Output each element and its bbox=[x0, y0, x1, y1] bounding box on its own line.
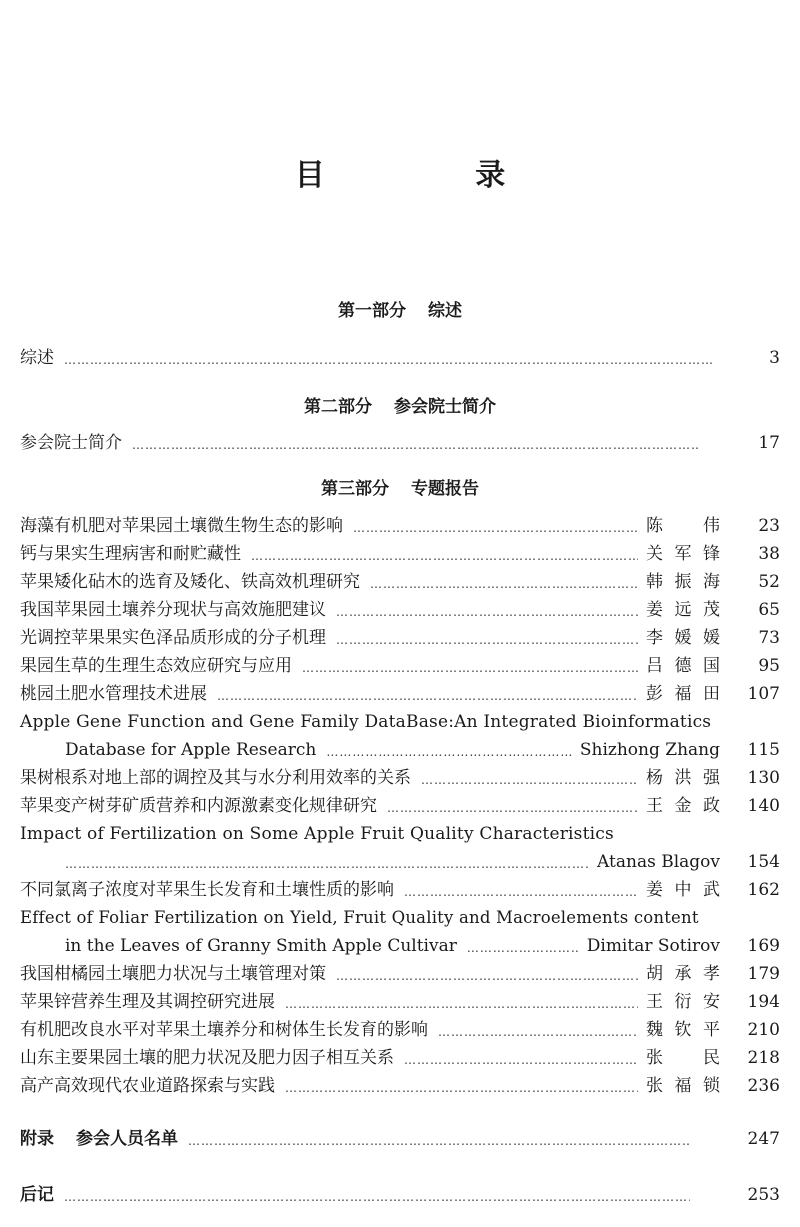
entry-author: 李媛媛 bbox=[646, 628, 720, 648]
entry-title: 不同氯离子浓度对苹果生长发育和土壤性质的影响 bbox=[20, 880, 394, 900]
entry-author: 关军锋 bbox=[646, 544, 720, 564]
entry-author: 胡承孝 bbox=[646, 964, 720, 984]
entry-title-line2: in the Leaves of Granny Smith Apple Cultivar bbox=[65, 936, 457, 956]
part-label: 第一部分 bbox=[338, 301, 406, 321]
toc-entry[interactable] bbox=[20, 989, 780, 1015]
entry-title: 海藻有机肥对苹果园土壤微生物生态的影响 bbox=[20, 516, 343, 536]
toc-entry[interactable] bbox=[20, 597, 780, 623]
entry-page: 115 bbox=[747, 740, 780, 760]
entry-title-line1[interactable]: Impact of Fertilization on Some Apple Fruit Quality Characteristics bbox=[20, 824, 614, 844]
entry-title: 苹果锌营养生理及其调控研究进展 bbox=[20, 992, 275, 1012]
leader-dots bbox=[387, 797, 638, 819]
leader-dots bbox=[188, 1130, 690, 1152]
entry-title: 有机肥改良水平对苹果土壤养分和树体生长发育的影响 bbox=[20, 1020, 428, 1040]
entry-title-line1[interactable]: Apple Gene Function and Gene Family DataBase:An Integrated Bioinformatics bbox=[20, 712, 712, 732]
entry-page: 17 bbox=[758, 433, 780, 453]
entry-page: 73 bbox=[758, 628, 780, 648]
toc-entry[interactable] bbox=[20, 765, 780, 791]
toc-entry[interactable] bbox=[65, 849, 780, 875]
toc-entry[interactable] bbox=[20, 430, 780, 456]
entry-page: 65 bbox=[758, 600, 780, 620]
entry-author: 姜中武 bbox=[646, 880, 720, 900]
leader-dots bbox=[353, 517, 638, 539]
leader-dots bbox=[336, 629, 638, 651]
leader-dots bbox=[285, 1077, 638, 1099]
entry-author: Shizhong Zhang bbox=[579, 740, 720, 760]
part-label: 第三部分 bbox=[321, 479, 389, 499]
toc-entry-appendix[interactable] bbox=[20, 1126, 780, 1152]
entry-author: 吕德国 bbox=[646, 656, 720, 676]
entry-author: 张福锁 bbox=[646, 1076, 720, 1096]
entry-page: 169 bbox=[747, 936, 780, 956]
entry-title: 我国柑橘园土壤肥力状况与土壤管理对策 bbox=[20, 964, 326, 984]
entry-page: 95 bbox=[758, 656, 780, 676]
entry-page: 218 bbox=[747, 1048, 780, 1068]
toc-entry[interactable] bbox=[20, 681, 780, 707]
appendix-title: 参会人员名单 bbox=[76, 1129, 178, 1149]
entry-page: 162 bbox=[747, 880, 780, 900]
entry-author: 王金政 bbox=[646, 796, 720, 816]
leader-dots bbox=[438, 1021, 638, 1043]
leader-dots bbox=[251, 545, 638, 567]
toc-entry[interactable] bbox=[20, 1045, 780, 1071]
leader-dots bbox=[285, 993, 638, 1015]
entry-title: 我国苹果园土壤养分现状与高效施肥建议 bbox=[20, 600, 326, 620]
toc-entry[interactable] bbox=[20, 793, 780, 819]
entry-author: 姜远茂 bbox=[646, 600, 720, 620]
part-name: 参会院士简介 bbox=[394, 397, 496, 417]
entry-page: 154 bbox=[747, 852, 780, 872]
toc-entry[interactable] bbox=[20, 1017, 780, 1043]
leader-dots bbox=[217, 685, 638, 707]
leader-dots bbox=[336, 965, 638, 987]
entry-page: 194 bbox=[747, 992, 780, 1012]
entry-author: 杨洪强 bbox=[646, 768, 720, 788]
part-heading-2 bbox=[0, 392, 800, 417]
toc-entry[interactable] bbox=[65, 737, 780, 763]
part-label: 第二部分 bbox=[304, 397, 372, 417]
entry-title: 果树根系对地上部的调控及其与水分利用效率的关系 bbox=[20, 768, 411, 788]
entry-title: 苹果变产树芽矿质营养和内源激素变化规律研究 bbox=[20, 796, 377, 816]
entry-title: 综述 bbox=[20, 348, 54, 368]
entry-title: 高产高效现代农业道路探索与实践 bbox=[20, 1076, 275, 1096]
appendix-label: 附录 bbox=[20, 1129, 54, 1149]
toc-entry[interactable] bbox=[20, 345, 780, 371]
entry-page: 253 bbox=[747, 1185, 780, 1205]
toc-entry-afterword[interactable] bbox=[20, 1182, 780, 1208]
leader-dots bbox=[65, 853, 589, 875]
entry-title: 果园生草的生理生态效应研究与应用 bbox=[20, 656, 292, 676]
entry-title: 参会院士简介 bbox=[20, 433, 122, 453]
entry-author: 陈 伟 bbox=[646, 516, 720, 536]
leader-dots bbox=[421, 769, 638, 791]
entry-page: 23 bbox=[758, 516, 780, 536]
entry-title-line2: Database for Apple Research bbox=[65, 740, 317, 760]
entry-page: 236 bbox=[747, 1076, 780, 1096]
entry-title: 苹果矮化砧木的选育及矮化、铁高效机理研究 bbox=[20, 572, 360, 592]
leader-dots bbox=[302, 657, 638, 679]
entry-title: 光调控苹果果实色泽品质形成的分子机理 bbox=[20, 628, 326, 648]
entry-page: 247 bbox=[747, 1129, 780, 1149]
entry-author: 张 民 bbox=[646, 1048, 720, 1068]
entry-title: 山东主要果园土壤的肥力状况及肥力因子相互关系 bbox=[20, 1048, 394, 1068]
entry-author: Atanas Blagov bbox=[597, 852, 720, 872]
leader-dots bbox=[370, 573, 638, 595]
entry-author: Dimitar Sotirov bbox=[586, 936, 720, 956]
part-name: 专题报告 bbox=[411, 479, 479, 499]
toc-entry[interactable] bbox=[20, 653, 780, 679]
entry-author: 王衍安 bbox=[646, 992, 720, 1012]
page-title: 目 录 bbox=[294, 158, 576, 193]
part-heading-3 bbox=[0, 474, 800, 499]
leader-dots bbox=[404, 881, 638, 903]
toc-entry[interactable] bbox=[20, 541, 780, 567]
leader-dots bbox=[467, 937, 579, 959]
leader-dots bbox=[336, 601, 638, 623]
leader-dots bbox=[64, 349, 712, 371]
leader-dots bbox=[404, 1049, 638, 1071]
entry-page: 210 bbox=[747, 1020, 780, 1040]
toc-entry[interactable] bbox=[20, 1073, 780, 1099]
toc-entry[interactable] bbox=[20, 877, 780, 903]
toc-entry[interactable] bbox=[65, 933, 780, 959]
toc-entry[interactable] bbox=[20, 961, 780, 987]
leader-dots bbox=[132, 434, 700, 456]
entry-title: 钙与果实生理病害和耐贮藏性 bbox=[20, 544, 241, 564]
leader-dots bbox=[326, 741, 572, 763]
afterword-title: 后记 bbox=[20, 1185, 54, 1205]
entry-title: 桃园土肥水管理技术进展 bbox=[20, 684, 207, 704]
entry-page: 179 bbox=[747, 964, 780, 984]
entry-page: 107 bbox=[747, 684, 780, 704]
toc-entry[interactable] bbox=[20, 569, 780, 595]
entry-page: 38 bbox=[758, 544, 780, 564]
part-name: 综述 bbox=[428, 301, 462, 321]
entry-title-line1[interactable]: Effect of Foliar Fertilization on Yield, Fruit Quality and Macroelements content bbox=[20, 908, 699, 927]
leader-dots bbox=[64, 1186, 690, 1208]
entry-author: 彭福田 bbox=[646, 684, 720, 704]
entry-page: 130 bbox=[747, 768, 780, 788]
toc-entry[interactable] bbox=[20, 625, 780, 651]
entry-page: 140 bbox=[747, 796, 780, 816]
toc-entry[interactable] bbox=[20, 513, 780, 539]
entry-author: 魏钦平 bbox=[646, 1020, 720, 1040]
entry-author: 韩振海 bbox=[646, 572, 720, 592]
part-heading-1 bbox=[0, 296, 800, 321]
entry-page: 52 bbox=[758, 572, 780, 592]
entry-page: 3 bbox=[769, 348, 780, 368]
